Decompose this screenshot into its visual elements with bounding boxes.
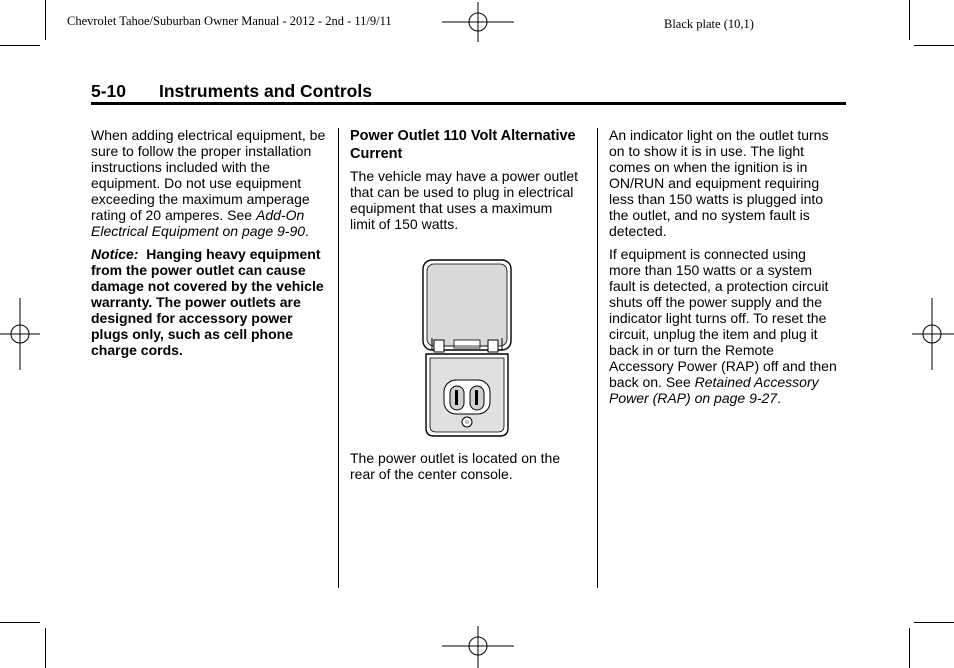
registration-mark-icon [912, 296, 954, 372]
paragraph [91, 127, 331, 239]
section-title: Instruments and Controls [159, 81, 372, 101]
crop-mark [914, 45, 954, 46]
paragraph: The vehicle may have a power outlet that can be used to plug in electrical equipment that uses a maximum limit of 150 watts. [350, 168, 579, 232]
page-number: 5-10 [91, 81, 127, 101]
paragraph-end: . [305, 223, 309, 239]
crop-mark [914, 622, 954, 623]
crop-mark [0, 45, 40, 46]
column-1 [91, 127, 331, 365]
notice-label: Notice: [91, 246, 139, 262]
paragraph-end: . [777, 390, 781, 406]
paragraph: The power outlet is located on the rear of the center console. [350, 450, 561, 482]
crop-mark [0, 622, 40, 623]
registration-mark-icon [0, 296, 40, 372]
section-rule [91, 102, 846, 105]
subsection-heading: Power Outlet 110 Volt Alternative Current [350, 128, 576, 162]
power-outlet-illustration-icon [418, 258, 516, 440]
crop-mark [909, 628, 910, 668]
registration-mark-icon [440, 2, 516, 42]
paragraph: An indicator light on the outlet turns on to show it is in use. The light comes on when the ignition is in ON/RUN and equipment requiring less than 150 watts is plugged into the outlet, and no system fault is detected. [609, 127, 829, 239]
column-2 [350, 127, 580, 239]
registration-mark-icon [440, 626, 516, 668]
column-divider [597, 128, 598, 588]
paragraph-text: If equipment is connected using more than 150 watts or a system fault is detected, a protection circuit shuts off the power supply and the indicator light turns off. To reset the circuit, unplug the item and plug it back in or turn the Remote Accessory Power (RAP) off and then back on. See [609, 246, 837, 390]
paragraph-text: When adding electrical equipment, be sure to follow the proper installation instructions included with the equipment. Do not use equipment exceeding the maximum amperage rating of 20 amperes. See [91, 127, 326, 223]
manual-title: Chevrolet Tahoe/Suburban Owner Manual - 2012 - 2nd - 11/9/11 [67, 14, 392, 28]
cross-reference-link[interactable]: Retained Accessory Power (RAP) on page 9-27 [609, 374, 819, 406]
crop-mark [909, 0, 910, 40]
paragraph [609, 246, 841, 406]
notice [91, 246, 331, 358]
column-2-lower [350, 450, 580, 489]
plate-label: Black plate (10,1) [664, 17, 754, 31]
cross-reference-link[interactable]: Add-On Electrical Equipment on page 9-90 [91, 207, 306, 239]
column-3 [609, 127, 841, 413]
crop-mark [45, 628, 46, 668]
column-divider [338, 128, 339, 588]
crop-mark [45, 0, 46, 40]
notice-text: Hanging heavy equipment from the power outlet can cause damage not covered by the vehicle warranty. The power outlets are designed for accessory power plugs only, such as cell phone charge cords. [91, 246, 324, 358]
